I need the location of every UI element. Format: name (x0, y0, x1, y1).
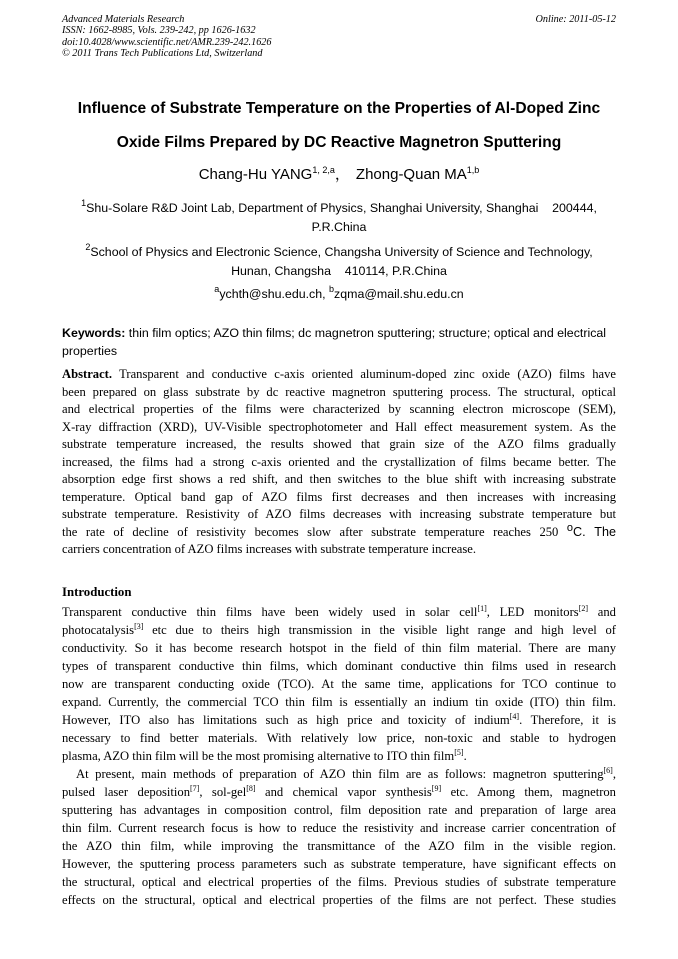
affiliation-mark: 1 (81, 198, 87, 208)
paragraph-line (62, 675, 616, 693)
citation-ref[interactable]: [6] (603, 766, 613, 775)
paragraph-text: etc due to theirs high transmission in the visible light range and high level of (143, 623, 616, 637)
citation-ref[interactable]: [7] (190, 784, 200, 793)
abstract-line: increased, the films had a strong c-axis oriented and the crystallization of films became better. The (62, 454, 616, 469)
paragraph-line (62, 819, 616, 837)
doi-line: doi:10.4028/www.scientific.net/AMR.239-242.1626 (62, 36, 272, 48)
title-line-1: Influence of Substrate Temperature on the Properties of Al-Doped Zinc (77, 100, 601, 117)
abstract-line: been prepared on glass substrate by dc reactive magnetron sputtering process. The structural, optical (62, 384, 616, 399)
keywords-label: Keywords: (62, 326, 126, 340)
paragraph-line (62, 747, 616, 765)
paragraph-line (62, 657, 616, 675)
paragraph-line (62, 765, 616, 783)
paragraph-text: Transparent conductive thin films have been widely used in solar cell (62, 605, 478, 619)
email-mark: a (214, 284, 220, 294)
author-name: Chang-Hu YANG (198, 166, 313, 183)
paragraph-text: the structural, optical and electrical properties of the films. Previous studies of substrate temperature (62, 875, 616, 889)
abstract-text: C. The (573, 524, 616, 539)
paragraph-text: , sol-gel (199, 785, 247, 799)
paragraph-text: conductivity. So it has become research hotspot in the field of thin film material. There are many (62, 641, 616, 655)
abstract-text: the rate of decline of resistivity becomes slow after substrate temperature reaches 250 (62, 524, 567, 539)
paragraph-text: However, ITO also has limitations such as high price and toxicity of indium (62, 713, 510, 727)
paragraph-text: . Therefore, it is (519, 713, 616, 727)
degree-symbol: o (566, 521, 574, 534)
paragraph-line (62, 873, 616, 891)
affiliation-1 (62, 199, 616, 236)
affiliation-mark: 2 (85, 242, 91, 252)
paragraph-line (62, 621, 616, 639)
paragraph-text: and chemical vapor synthesis (255, 785, 432, 799)
citation-ref[interactable]: [3] (134, 622, 144, 631)
paragraph-text: etc. Among them, magnetron (441, 785, 616, 799)
citation-ref[interactable]: [2] (578, 604, 589, 613)
citation-ref[interactable]: [4] (509, 712, 520, 721)
citation-ref[interactable]: [5] (454, 748, 464, 757)
paragraph-text: effects on the structural, optical and electrical properties of the films are not perfect. These studies (62, 893, 616, 907)
online-date: Online: 2011-05-12 (535, 14, 616, 25)
paragraph-line (62, 729, 616, 747)
copyright-line: © 2011 Trans Tech Publications Ltd, Switzerland (62, 48, 263, 60)
paragraph-text: . (463, 749, 467, 763)
paragraph-text: However, the sputtering process parameters such as substrate temperature, have significant effects on (62, 857, 616, 871)
citation-ref[interactable]: [9] (431, 784, 442, 793)
citation-ref[interactable]: [8] (246, 784, 256, 793)
paragraph-text: the AZO thin film, while improving the transmittance of the AZO film in the visible region. (62, 839, 616, 853)
abstract-block (62, 366, 616, 559)
introduction-paragraph-2 (62, 765, 616, 909)
email-link[interactable]: zqma@mail.shu.edu.cn (334, 287, 464, 301)
paragraph-text: sputtering has advantages in composition control, film deposition rate and preparation of large area (62, 803, 616, 817)
abstract-line: and electrical properties of the films were characterized by scanning electron microscope (SEM), (62, 402, 616, 416)
paragraph-line (62, 801, 616, 819)
paragraph-line (62, 855, 616, 873)
paragraph-line (62, 891, 616, 909)
author-list (40, 164, 638, 186)
keywords-block (62, 325, 616, 360)
paragraph-text: types of transparent conductive thin films, which dominant conductive thin films used in research (62, 659, 616, 673)
paragraph-text: photocatalysis (62, 623, 135, 637)
abstract-line: temperature. Optical band gap of AZO films first decreases and then increases with increasing (62, 489, 616, 504)
paragraph-text: and (588, 605, 616, 619)
author-name: Zhong-Quan MA (355, 166, 467, 183)
title-line-2: Oxide Films Prepared by DC Reactive Magnetron Sputtering (116, 134, 562, 151)
paragraph-text: now are transparent conducting oxide (TCO). At the same time, applications for TCO continue to (62, 677, 616, 691)
issn-line: ISSN: 1662-8985, Vols. 239-242, pp 1626-1632 (62, 25, 256, 37)
abstract-line: substrate temperature. Resistivity of AZO films decreases with increasing substrate temperature but (62, 507, 616, 521)
affiliation-text: Hunan, Changsha 410114, P.R.China (231, 263, 447, 278)
introduction-paragraph-1 (62, 603, 616, 765)
journal-name: Advanced Materials Research (62, 14, 185, 25)
paragraph-line (62, 837, 616, 855)
paragraph-text: pulsed laser deposition (62, 785, 191, 799)
paragraph-line (62, 783, 616, 801)
affiliation-text: Shu-Solare R&D Joint Lab, Department of Physics, Shanghai University, Shanghai 200444, (86, 201, 597, 215)
email-mark: b (329, 284, 335, 294)
abstract-line: absorption edge first shows a red shift, and then switches to the blue shift with increasing substrate (62, 472, 616, 486)
author-affiliation-mark: 1, 2,a (312, 165, 335, 175)
paragraph-text: necessary to find better materials. With relatively low price, non-toxic and stable to hydrogen (62, 731, 616, 745)
author-emails (62, 285, 616, 303)
abstract-label: Abstract. (62, 367, 113, 381)
paragraph-text: thin film. Current research focus is how to reduce the resistivity and increase carrier concentration of (62, 821, 616, 835)
abstract-line: carriers concentration of AZO films increases with substrate temperature increase. (62, 542, 477, 556)
section-heading-introduction: Introduction (62, 585, 132, 599)
keywords-text: properties (62, 343, 118, 358)
paragraph-line (62, 639, 616, 657)
paragraph-line (62, 603, 616, 621)
author-separator: ， (334, 166, 350, 183)
abstract-line: substrate temperature increased, the results showed that grain size of the AZO films gradually (62, 437, 616, 451)
paragraph-text: , LED monitors (486, 605, 579, 619)
paragraph-line (62, 711, 616, 729)
email-link[interactable]: ychth@shu.edu.ch, (219, 287, 330, 301)
paragraph-text: At present, main methods of preparation of AZO thin film are as follows: magnetron sputtering (76, 767, 604, 781)
paper-title (40, 92, 638, 160)
abstract-line (62, 366, 616, 384)
abstract-text: Transparent and conductive c-axis oriented aluminum-doped zinc oxide (AZO) films have (112, 367, 616, 381)
author-affiliation-mark: 1,b (466, 165, 480, 175)
abstract-line: X-ray diffraction (XRD), UV-Visible spectrophotometer and Hall effect measurement system. As the (62, 419, 616, 434)
paragraph-line (62, 693, 616, 711)
abstract-line (62, 521, 616, 542)
citation-ref[interactable]: [1] (477, 604, 487, 613)
journal-metadata (62, 14, 271, 60)
paragraph-text: expand. Currently, the commercial TCO thin film is essentially an indium tin oxide (ITO) thin film. (62, 695, 616, 709)
keywords-text: thin film optics; AZO thin films; dc magnetron sputtering; structure; optical and electrical (125, 326, 607, 340)
affiliation-2 (62, 243, 616, 280)
affiliation-text: School of Physics and Electronic Science, Changsha University of Science and Technology, (90, 245, 593, 259)
paragraph-text: plasma, AZO thin film will be the most promising alternative to ITO thin film (62, 749, 455, 763)
affiliation-text: P.R.China (311, 219, 367, 234)
paragraph-text: , (612, 767, 616, 781)
